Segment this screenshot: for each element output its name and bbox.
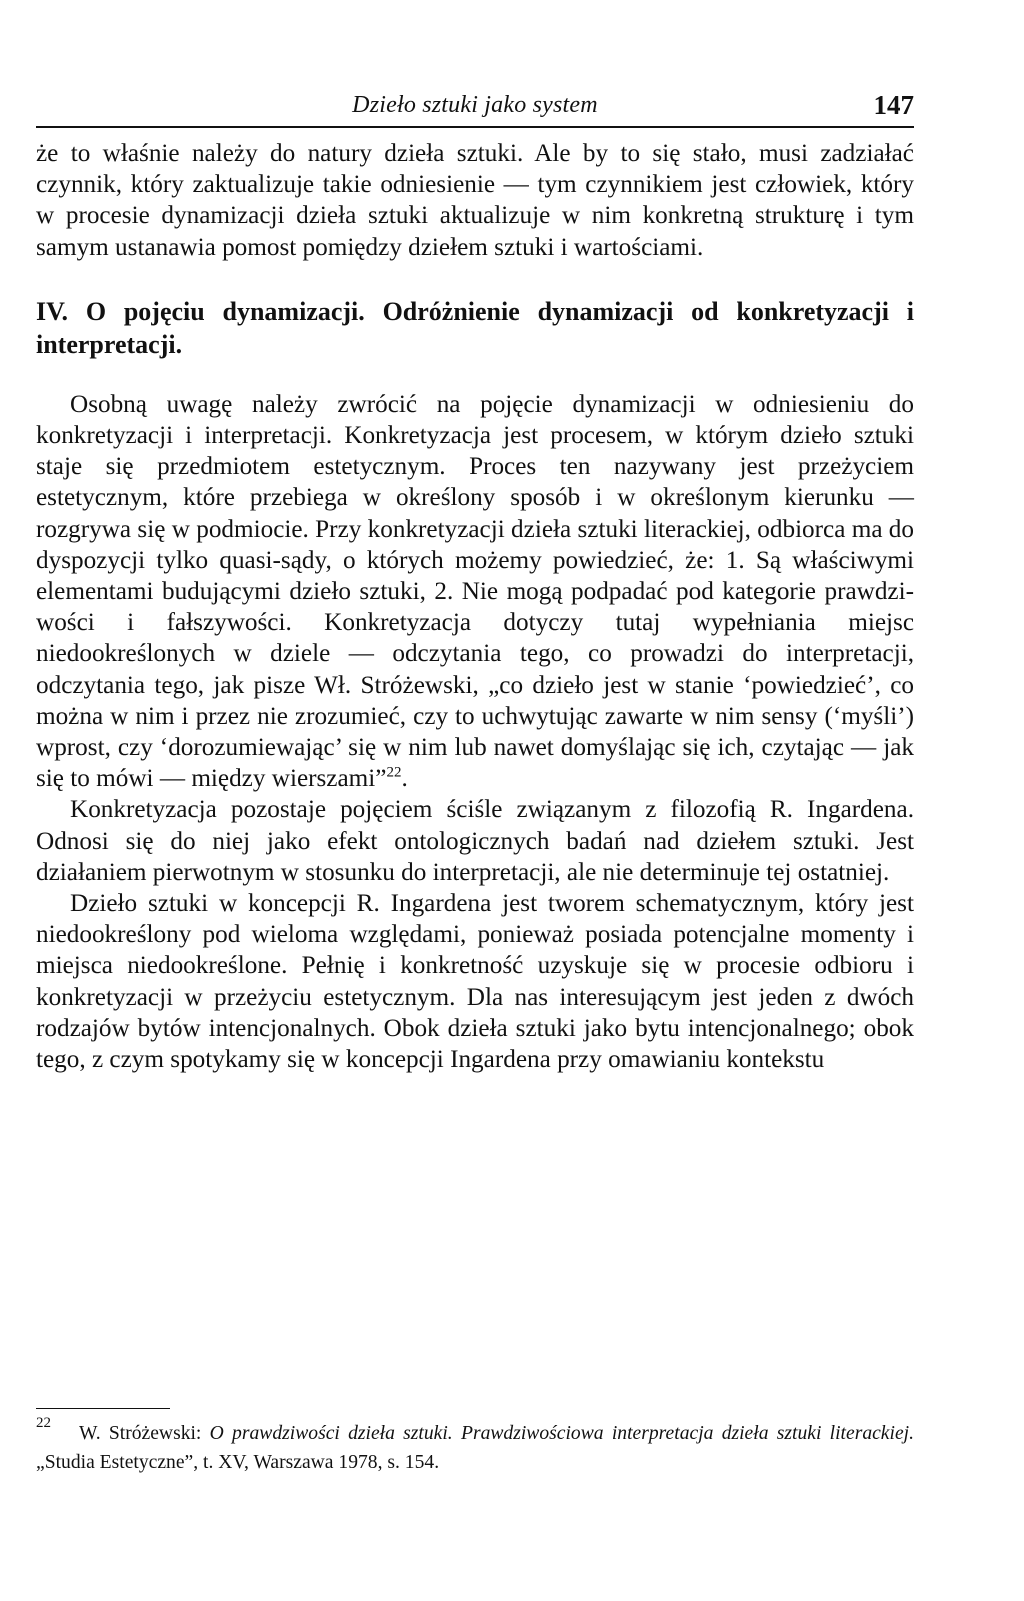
paragraph-2 (36, 389, 914, 795)
paragraph-4: Dzieło sztuki w koncepcji R. Ingardena jest tworem schematycznym, który jest niedookreślony pod wieloma względami, ponieważ posiada potencjalne momenty i miejsca niedookreślone. Pełnię i konkretność uzyskuje się w procesie odbioru i konkretyzacji w przeżyciu estetycznym. Dla nas interesującym jest jeden z dwóch rodzajów bytów intencjonalnych. Obok dzieła sztuki jako bytu intencjonalnego; obok tego, z czym spotykamy się w koncepcji Ingardena przy omawianiu kontekstu (36, 890, 914, 1074)
paragraph-1: że to właśnie należy do natury dzieła sztuki. Ale by to się stało, musi zadziałać czynnik, który zaktualizuje takie odniesienie — tym czynnikiem jest człowiek, który w procesie dynamizacji dzieła sztuki aktualizuje w nim konkretną strukturę i tym samym ustanawia pomost pomiędzy dziełem sztuki i wartościami. (36, 140, 914, 261)
footnote-reference[interactable]: 22 (386, 764, 402, 781)
paragraph-3: Konkretyzacja pozostaje pojęciem ściśle związanym z filozofią R. Ingardena. Odnosi się do niej jako efekt ontologicznych badań nad dziełem sztuki. Jest działaniem pierwotnym w stosunku do interpretacji, ale nie determinuje tej ostatniej. (36, 796, 914, 886)
page-header (36, 86, 914, 128)
footnote-source: „Studia Estetyczne”, t. XV, Warszawa 1978, s. 154. (36, 1452, 440, 1473)
page-number: 147 (873, 90, 914, 120)
footnote-title: O prawdziwości dzieła sztuki. Prawdziwościowa interpretacja dzieła sztuki literackiej. (209, 1423, 914, 1444)
footnote-author: W. Stróżewski: (79, 1423, 210, 1444)
footnote-divider (36, 1408, 170, 1409)
footnote (36, 1415, 914, 1477)
section-heading: IV. O pojęciu dynamizacji. Odróżnienie dynamizacji od konkretyzacji i interpretacji. (36, 296, 914, 359)
page-content (36, 86, 914, 1075)
paragraph-2-text: Osobną uwagę należy zwrócić na pojęcie dynamizacji w odniesieniu do konkretyzacji i interpretacji. Konkretyzacja jest procesem, w którym dzieło sztuki staje się przedmiotem estetycznym. Proces ten nazywany jest przeżyciem estetycznym, które przebiega w określony sposób i w określonym kierunku — rozgrywa się w podmiocie. Przy konkretyzacji dzieła sztuki literackiej, odbiorca ma do dyspozycji tylko quasi-sądy, o których możemy powiedzieć, że: 1. Są właściwymi elementami budującymi dzieło sztuki, 2. Nie mogą podpadać pod kategorie prawdziwości i fałszywości. Konkretyzacja dotyczy tutaj wypełniania miejsc niedookreślonych w dziele — odczytania tego, co prowadzi do interpretacji, odczytania tego, jak pisze Wł. Stróżewski, „co dzieło jest w stanie ‘powiedzieć’, co można w nim i przez nie zrozumieć, czy to uchwytując zawarte w nim sensy (‘myśli’) wprost, czy ‘dorozumiewając’ się w nim lub nawet domyślając się ich, czytając — jak się to mówi — między wierszami” (36, 390, 914, 793)
footnote-number: 22 (36, 1415, 51, 1431)
running-title: Dzieło sztuki jako system (352, 92, 598, 118)
paragraph-2-end: . (401, 765, 408, 793)
